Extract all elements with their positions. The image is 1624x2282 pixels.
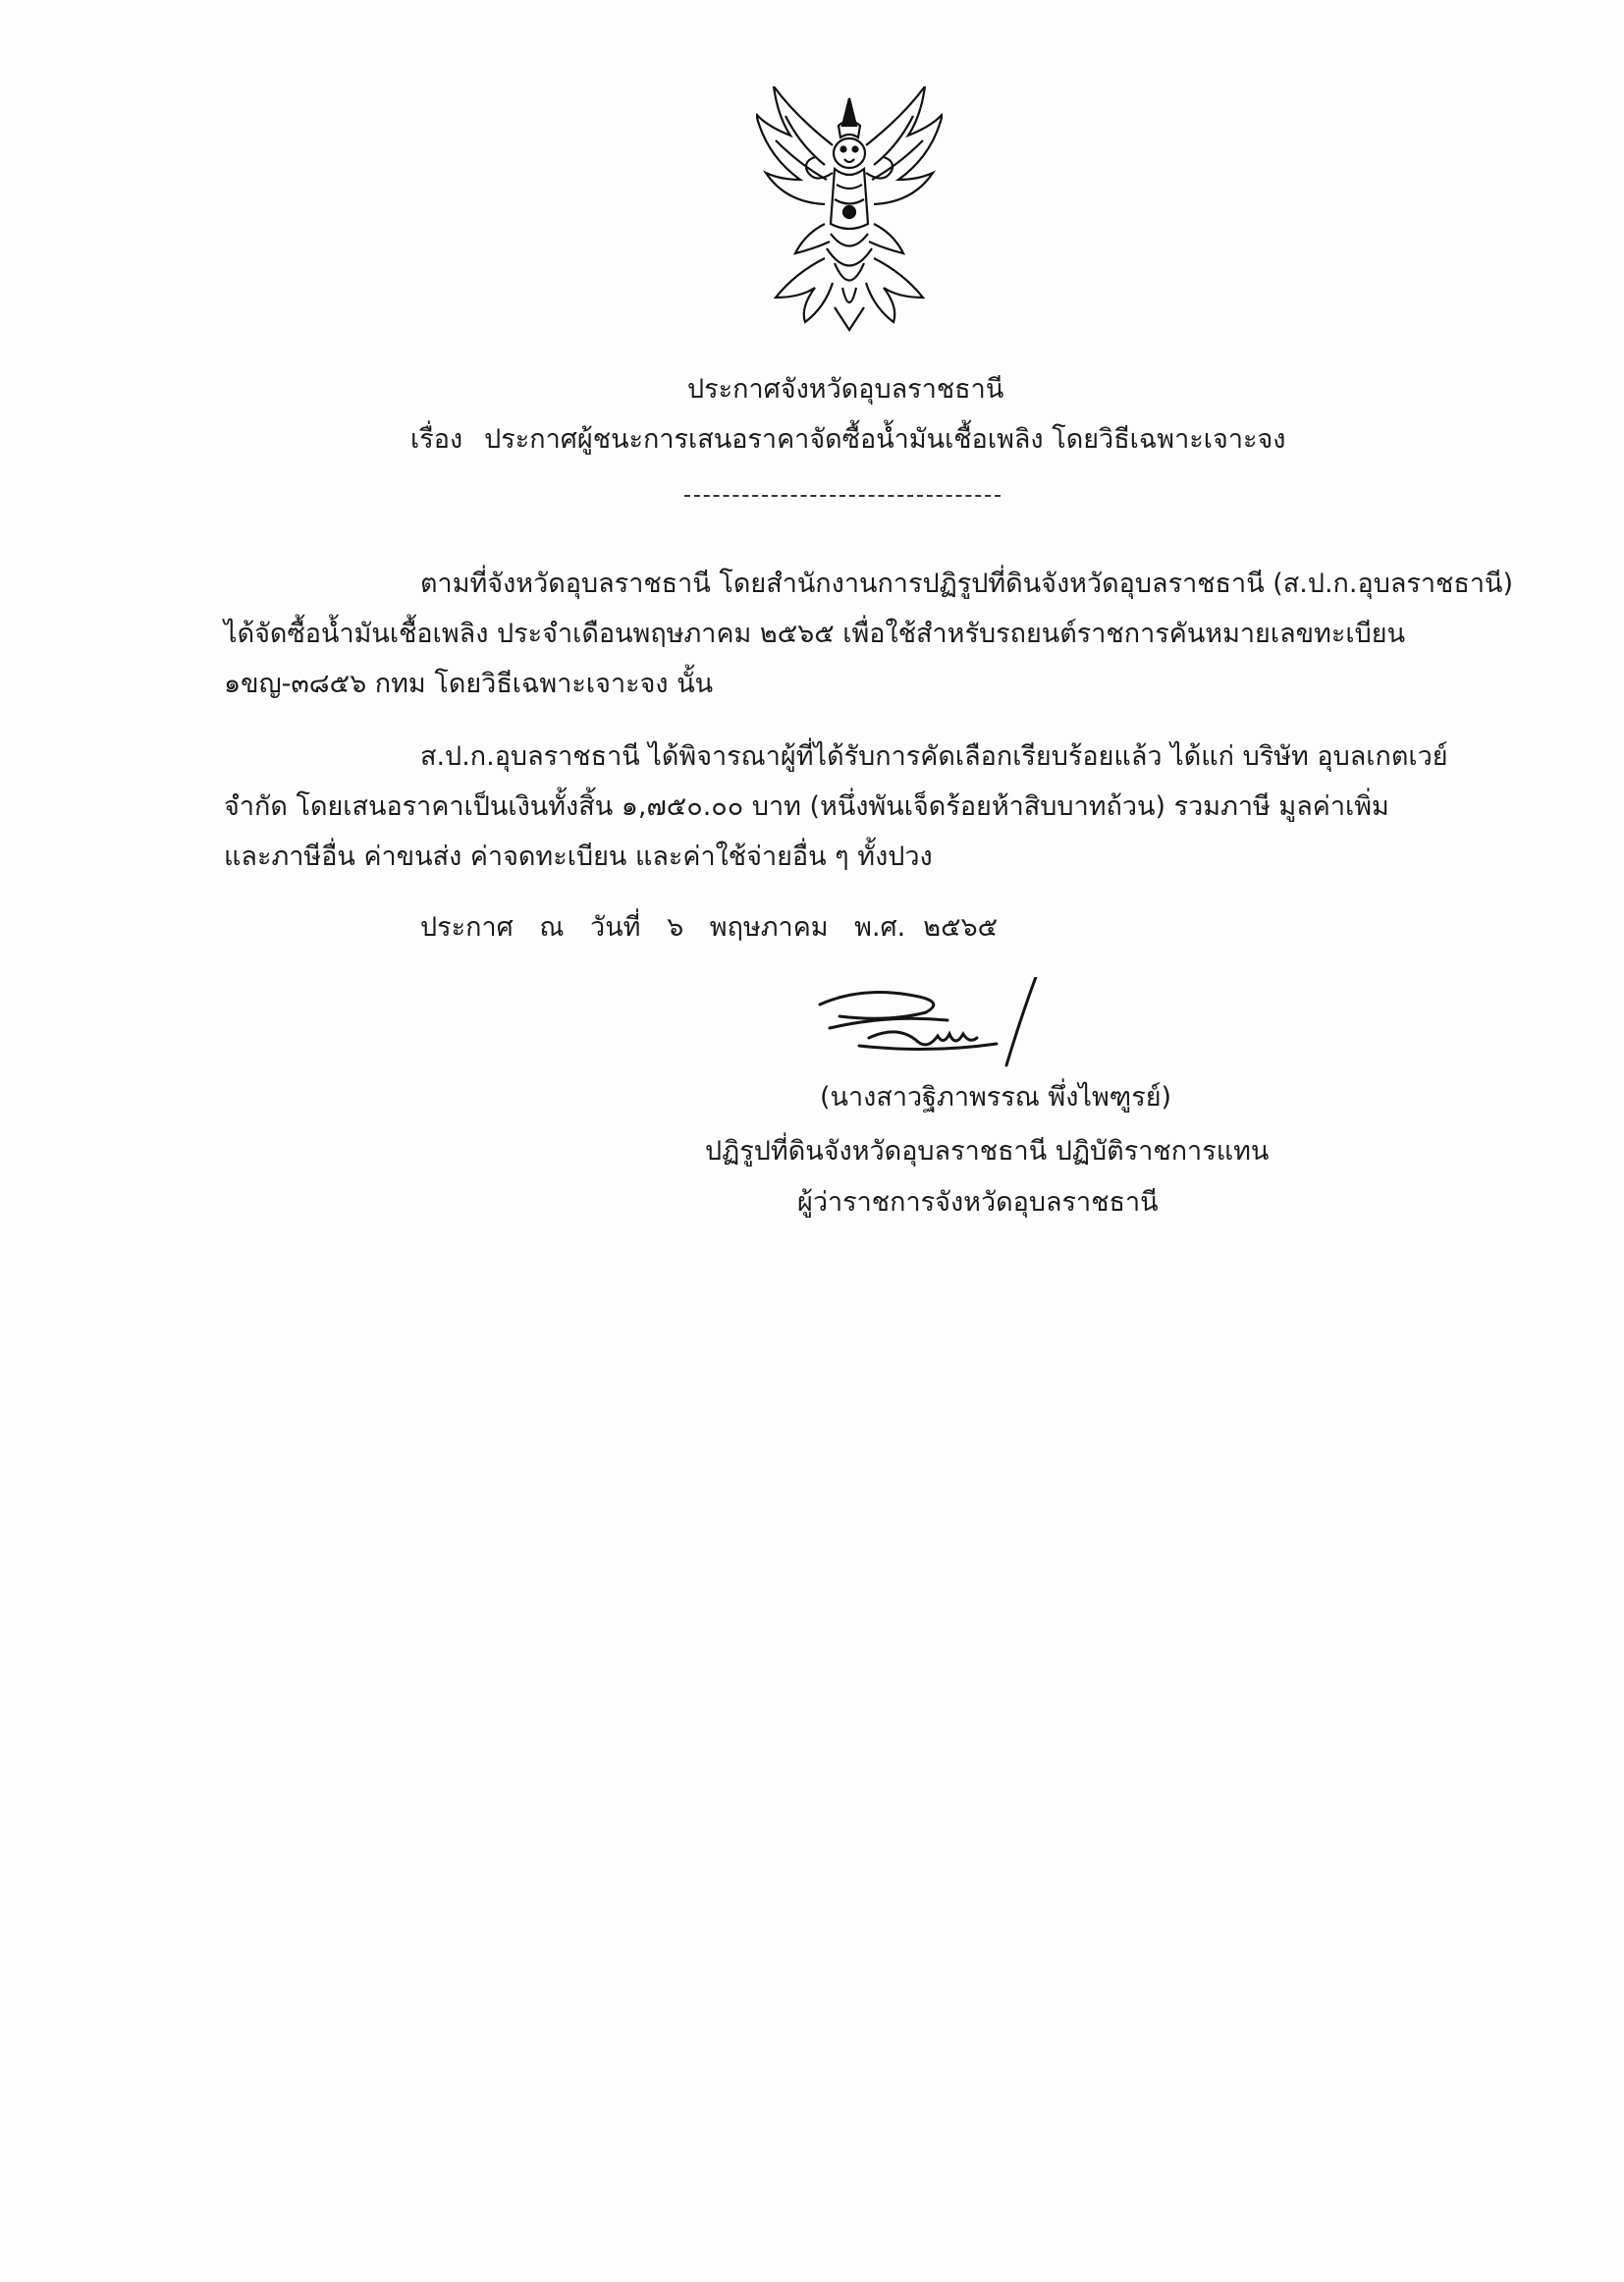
- announce-at: ณ: [539, 912, 565, 943]
- document-subject: [410, 417, 1285, 460]
- document-agency-title: ประกาศจังหวัดอุบลราชธานี: [687, 374, 1004, 405]
- announce-month: พฤษภาคม: [709, 912, 829, 943]
- announce-day: ๖: [667, 912, 684, 943]
- paragraph2-line1: ส.ป.ก.อุบลราชธานี ได้พิจารณาผู้ที่ได้รับการคัดเลือกเรียบร้อยแล้ว ได้แก่ บริษัท อุบลเกตเวย์: [420, 741, 1448, 772]
- signatory-position-line1: ปฏิรูปที่ดินจังหวัดอุบลราชธานี ปฏิบัติราชการแทน: [705, 1136, 1270, 1167]
- paragraph1-line1: ตามที่จังหวัดอุบลราชธานี โดยสำนักงานการปฏิรูปที่ดินจังหวัดอุบลราชธานี (ส.ป.ก.อุบลราชธานี): [420, 569, 1513, 599]
- announce-era: พ.ศ.: [854, 912, 906, 943]
- paragraph1-line3: ๑ขญ-๓๘๕๖ กทม โดยวิธีเฉพาะเจาะจง นั้น: [224, 669, 714, 699]
- announce-year: ๒๕๖๕: [923, 912, 999, 943]
- paragraph1-line2: ได้จัดซื้อน้ำมันเชื้อเพลิง ประจำเดือนพฤษภาคม ๒๕๖๕ เพื่อใช้สำหรับรถยนต์ราชการคันหมายเลขทะเบียน: [224, 619, 1406, 649]
- subject-text: ประกาศผู้ชนะการเสนอราคาจัดซื้อน้ำมันเชื้อเพลิง โดยวิธีเฉพาะเจาะจง: [484, 424, 1286, 455]
- garuda-emblem-icon: [756, 86, 943, 332]
- title-divider: [684, 495, 1001, 497]
- announcement-date: [420, 905, 1015, 948]
- subject-label: เรื่อง: [410, 424, 463, 455]
- paragraph2-line2: จำกัด โดยเสนอราคาเป็นเงินทั้งสิ้น ๑,๗๕๐.๐๐ บาท (หนึ่งพันเจ็ดร้อยห้าสิบบาทถ้วน) รวมภาษี มูลค่าเพิ่ม: [224, 791, 1389, 822]
- handwritten-signature: [800, 977, 1056, 1075]
- paragraph2-line3: และภาษีอื่น ค่าขนส่ง ค่าจดทะเบียน และค่าใช้จ่ายอื่น ๆ ทั้งปวง: [224, 842, 933, 872]
- announce-day-label: วันที่: [590, 912, 641, 943]
- signatory-position-line2: ผู้ว่าราชการจังหวัดอุบลราชธานี: [797, 1187, 1159, 1218]
- signatory-name: (นางสาวฐิภาพรรณ พึ่งไพฑูรย์): [820, 1082, 1172, 1113]
- announce-label: ประกาศ: [420, 912, 514, 943]
